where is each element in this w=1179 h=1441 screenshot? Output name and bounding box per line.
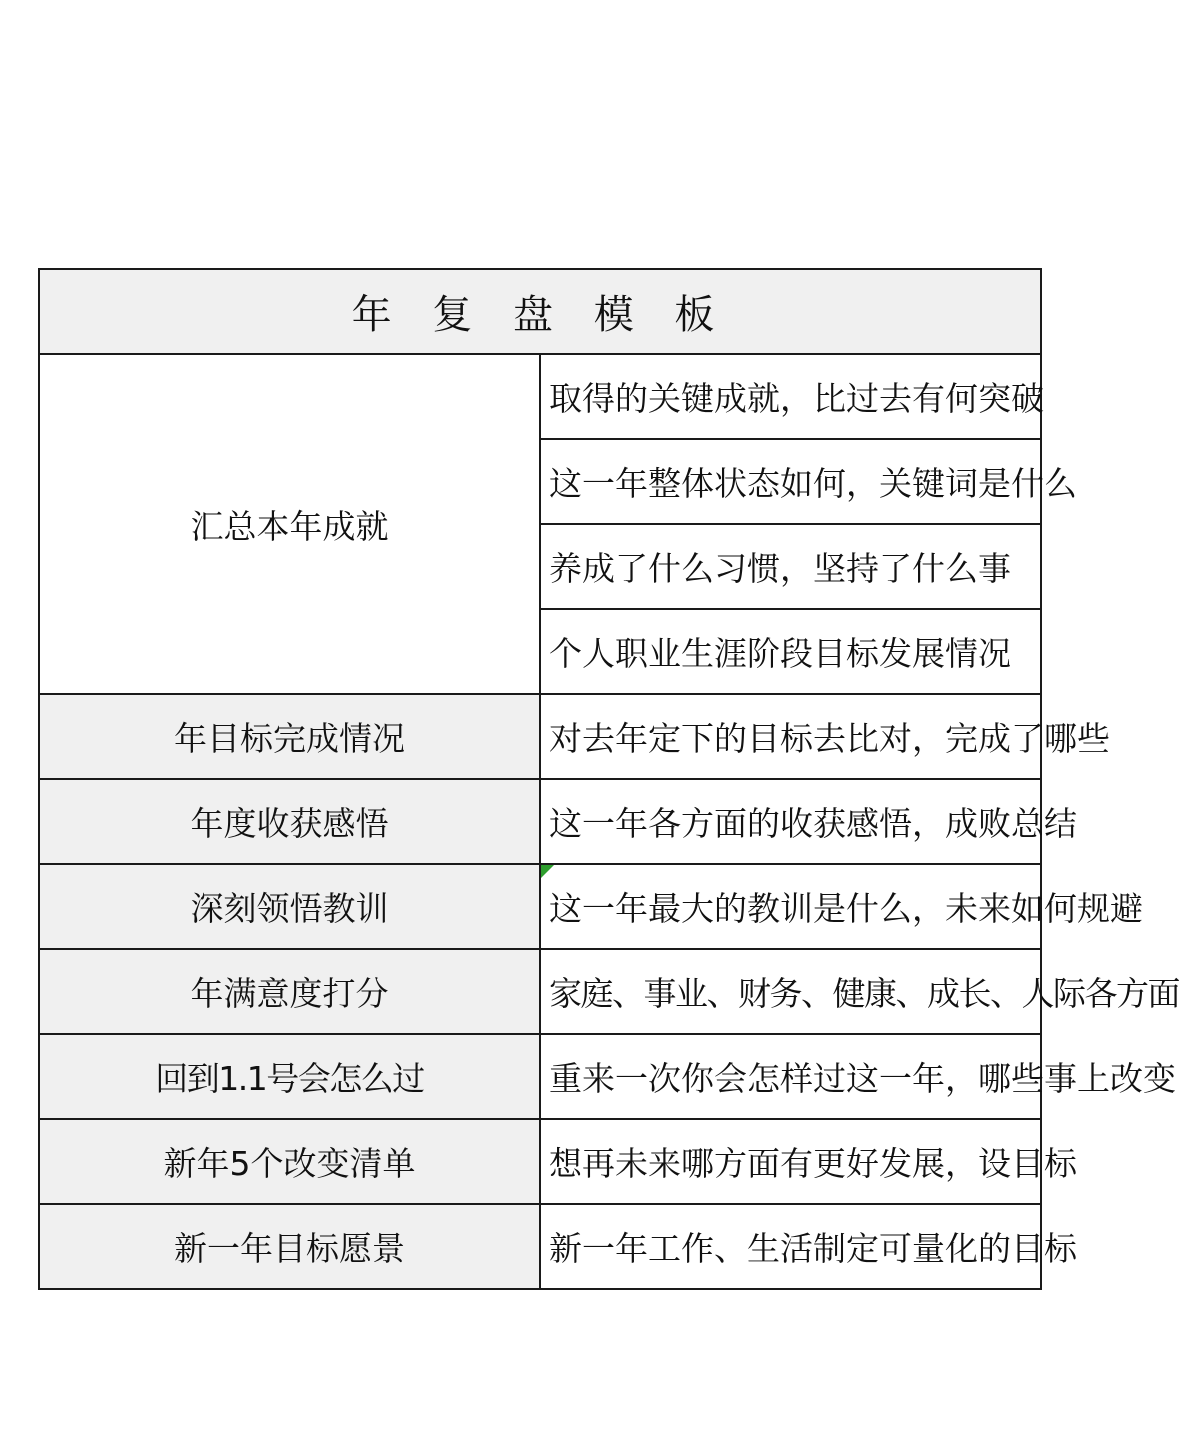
row-text: 养成了什么习惯，坚持了什么事 [540, 524, 1041, 609]
cell-marker-icon [541, 865, 554, 878]
table-row [39, 864, 1041, 949]
row-text-cell [540, 864, 1143, 949]
row-label: 深刻领悟教训 [39, 864, 540, 949]
row-text: 家庭、事业、财务、健康、成长、人际各方面 [540, 949, 1041, 1034]
review-template-table [38, 268, 1179, 1290]
row-label: 新年5个改变清单 [39, 1119, 540, 1204]
row-text: 个人职业生涯阶段目标发展情况 [540, 609, 1041, 694]
row-text: 这一年整体状态如何，关键词是什么 [540, 439, 1041, 524]
row-label: 年度收获感悟 [39, 779, 540, 864]
table-row [39, 1119, 1041, 1204]
row-text: 想再未来哪方面有更好发展，设目标 [540, 1119, 1041, 1204]
row-text: 新一年工作、生活制定可量化的目标 [540, 1204, 1041, 1289]
row-label-achievements: 汇总本年成就 [39, 354, 540, 694]
row-text: 这一年各方面的收获感悟，成败总结 [540, 779, 1041, 864]
row-label: 年目标完成情况 [39, 694, 540, 779]
table-row [39, 1034, 1041, 1119]
table-row [39, 949, 1041, 1034]
row-label: 新一年目标愿景 [39, 1204, 540, 1289]
row-text: 取得的关键成就，比过去有何突破 [540, 354, 1041, 439]
table-row [39, 779, 1041, 864]
row-label: 年满意度打分 [39, 949, 540, 1034]
table-row [39, 1204, 1041, 1289]
row-label: 回到1.1号会怎么过 [39, 1034, 540, 1119]
title-row [39, 269, 1041, 354]
row-text: 对去年定下的目标去比对，完成了哪些 [540, 694, 1041, 779]
table-title: 年 复 盘 模 板 [39, 269, 1041, 354]
table-row [39, 694, 1041, 779]
table-row [39, 354, 1041, 439]
row-text: 这一年最大的教训是什么，未来如何规避 [549, 889, 1143, 928]
row-text: 重来一次你会怎样过这一年，哪些事上改变 [540, 1034, 1041, 1119]
